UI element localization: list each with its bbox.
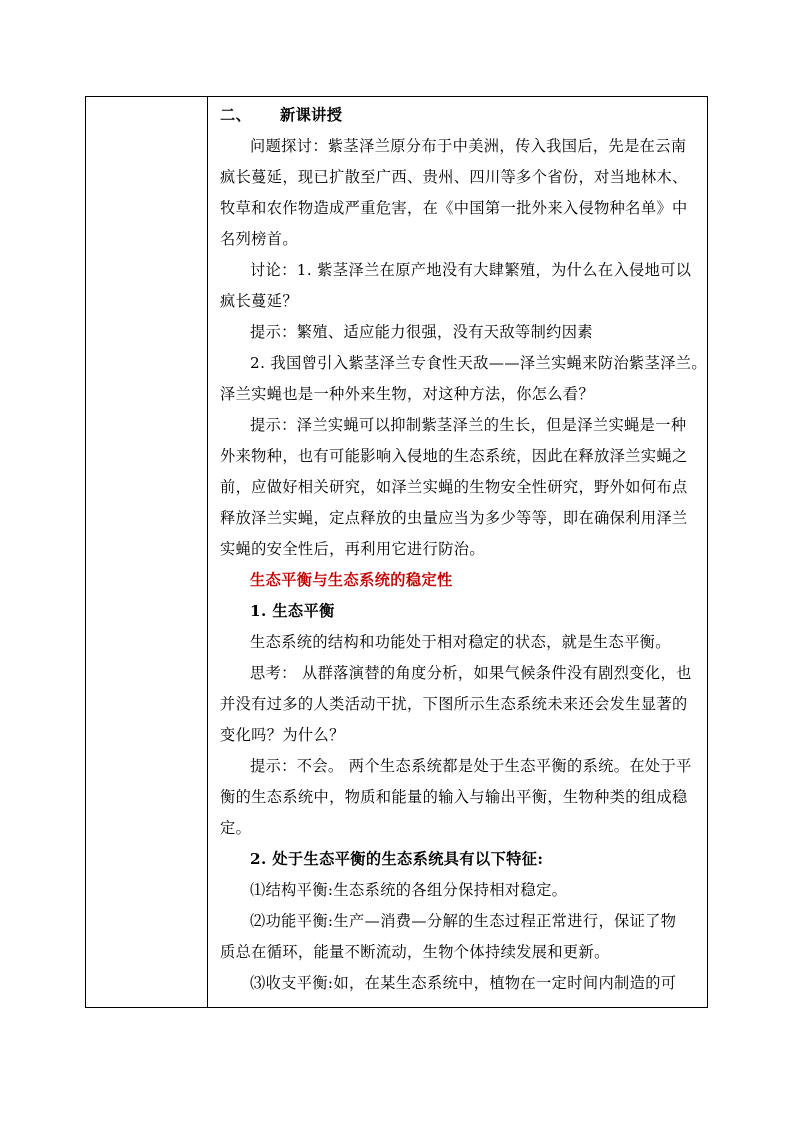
paragraph-line: 思考： 从群落演替的角度分析，如果气候条件没有剧烈变化，也 xyxy=(250,664,692,682)
paragraph-line: 提示：泽兰实蝇可以抑制紫茎泽兰的生长，但是泽兰实蝇是一种 xyxy=(250,416,687,434)
paragraph-line: 实蝇的安全性后，再利用它进行防治。 xyxy=(220,540,485,558)
paragraph-line: 2. 我国曾引入紫茎泽兰专食性天敌——泽兰实蝇来防治紫茎泽兰。 xyxy=(250,354,707,372)
paragraph-line: 问题探讨：紫茎泽兰原分布于中美洲，传入我国后，先是在云南 xyxy=(250,137,687,155)
paragraph-line: 名列榜首。 xyxy=(220,230,298,248)
paragraph-line: 质总在循环，能量不断流动，生物个体持续发展和更新。 xyxy=(220,943,610,961)
paragraph-line: 生态系统的结构和功能处于相对稳定的状态，就是生态平衡。 xyxy=(250,633,671,651)
paragraph-line: 释放泽兰实蝇，定点释放的虫量应当为多少等等，即在确保利用泽兰 xyxy=(220,509,688,527)
paragraph-line: 变化吗？为什么？ xyxy=(220,726,345,744)
left-column-cell xyxy=(86,97,208,1007)
section-heading xyxy=(220,100,701,131)
paragraph-line: 定。 xyxy=(220,819,252,837)
paragraph-line: 前，应做好相关研究，如泽兰实蝇的生物安全性研究，野外如何布点 xyxy=(220,478,688,496)
paragraph-line: 讨论：1. 紫茎泽兰在原产地没有大肆繁殖，为什么在入侵地可以 xyxy=(250,261,692,279)
section-number: 二、 xyxy=(220,106,252,124)
paragraph-line: 牧草和农作物造成严重危害，在《中国第一批外来入侵物种名单》中 xyxy=(220,199,688,217)
paragraph-line: 外来物种，也有可能影响入侵地的生态系统，因此在释放泽兰实蝇之 xyxy=(220,447,688,465)
paragraph-line: 提示：繁殖、适应能力很强，没有天敌等制约因素 xyxy=(250,323,593,341)
paragraph-line: 疯长蔓延？ xyxy=(220,292,298,310)
section-title: 新课讲授 xyxy=(280,106,343,124)
content-cell xyxy=(208,97,707,1007)
paragraph-line: ⑶收支平衡:如，在某生态系统中，植物在一定时间内制造的可 xyxy=(250,974,677,992)
paragraph-line: ⑴结构平衡:生态系统的各组分保持相对稳定。 xyxy=(250,881,568,899)
subsection-heading: 2. 处于生态平衡的生态系统具有以下特征: xyxy=(250,850,544,868)
paragraph-line: 并没有过多的人类活动干扰，下图所示生态系统未来还会发生显著的 xyxy=(220,695,688,713)
paragraph-line: 衡的生态系统中，物质和能量的输入与输出平衡，生物种类的组成稳 xyxy=(220,788,688,806)
paragraph-line: 提示：不会。 两个生态系统都是处于生态平衡的系统。在处于平 xyxy=(250,757,692,775)
subsection-heading: 1. 生态平衡 xyxy=(250,602,335,620)
paragraph-line: 泽兰实蝇也是一种外来生物，对这种方法，你怎么看？ xyxy=(220,385,595,403)
subsection-heading: 生态平衡与生态系统的稳定性 xyxy=(250,571,453,589)
paragraph-line: 疯长蔓延，现已扩散至广西、贵州、四川等多个省份，对当地林木、 xyxy=(220,168,688,186)
paragraph-line: ⑵功能平衡:生产—消费—分解的生态过程正常进行，保证了物 xyxy=(250,912,677,930)
lesson-table xyxy=(85,96,708,1008)
